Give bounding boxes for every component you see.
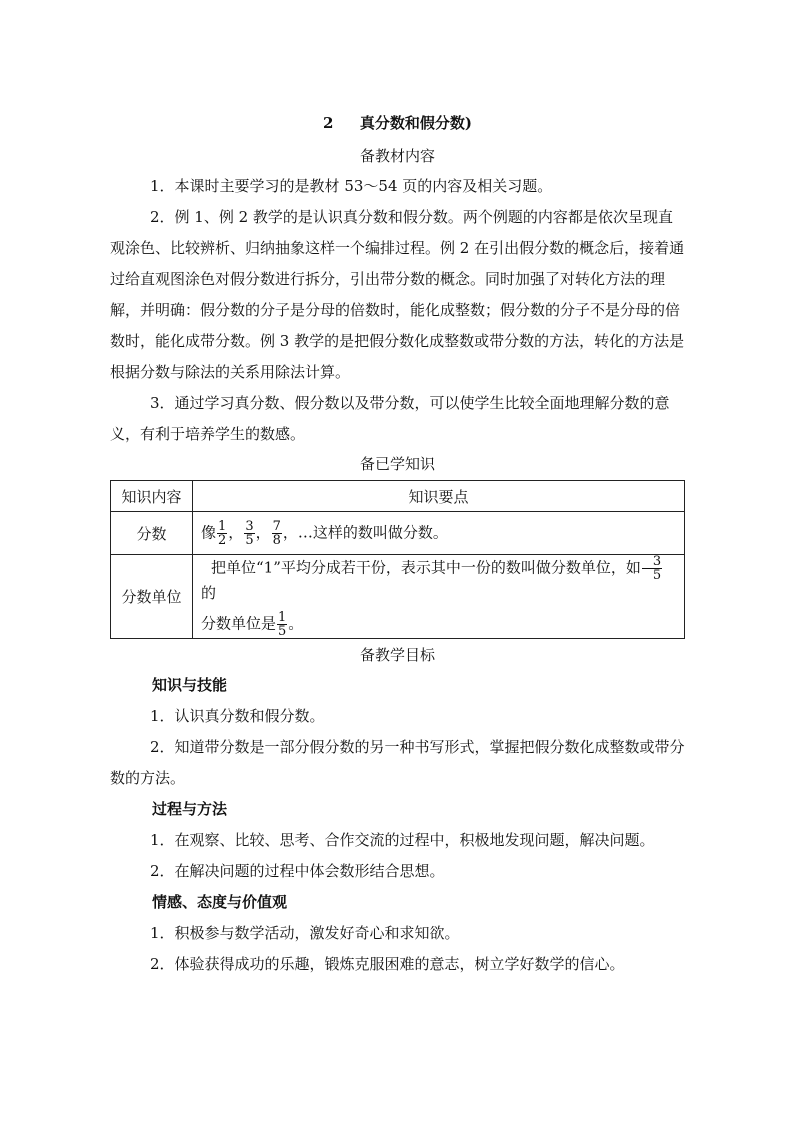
header-key-points: 知识要点 [193,481,685,512]
goal-title-emotion-values: 情感、态度与价值观 [152,893,288,911]
document-page [110,100,685,980]
unit-text-c: 分数单位是 [201,614,277,633]
fraction-7-8: $\frac{7}{8}$ [272,518,281,548]
fraction-3-5-example: $\frac{3}{5}$ [642,555,662,582]
text-prefix: 像 [201,523,217,541]
goal-item: 2．在解决问题的过程中体会数形结合思想。 [150,862,445,880]
unit-text-b: 的 [201,584,217,602]
goal-item: 1．在观察、比较、思考、合作交流的过程中，积极地发现问题，解决问题。 [150,831,655,849]
paragraph-3: 3．通过学习真分数、假分数以及带分数，可以使学生比较全面地理解分数的意义，有利于培养学生的数感。 [110,394,670,443]
unit-text-a: 把单位“1”平均分成若干份，表示其中一份的数叫做分数单位，如 [211,558,641,577]
fraction-1-2: $\frac{1}{2}$ [218,518,227,548]
section-number: 2 [322,114,334,132]
heading-teaching-goals: 备教学目标 [359,646,435,664]
heading-prior-knowledge: 备已学知识 [359,455,435,473]
table-header-row [111,481,685,512]
goal-title-knowledge-skills: 知识与技能 [152,676,228,694]
separator: ， [228,523,244,541]
table-row [111,555,685,639]
goal-item: 1．积极参与数学活动，激发好奇心和求知欲。 [150,924,460,942]
heading-textbook-content: 备教材内容 [359,147,435,165]
goal-item: 1．认识真分数和假分数。 [150,707,325,725]
paragraph-1: 1．本课时主要学习的是教材 53～54 页的内容及相关习题。 [150,177,553,195]
lesson-title [110,104,685,142]
unit-text-d: 。 [288,614,304,633]
lesson-title-text: 真分数和假分数) [359,114,472,132]
fraction-1-5: $\frac{1}{5}$ [278,610,287,639]
row-label-fraction: 分数 [111,512,193,555]
knowledge-table [110,480,685,639]
goal-title-process-method: 过程与方法 [152,800,228,818]
paragraph-2: 2．例 1、例 2 教学的是认识真分数和假分数。两个例题的内容都是依次呈现直观涂色、比较辨析、归纳抽象这样一个编排过程。例 2 在引出假分数的概念后，接着通过给直观图涂色对假分数进行拆分，引出带分数的概念。同时加强了对转化方法的理解，并明确：假分数的分子是分母的倍数时，能化成整数；假分数的分子不是分母的倍数时，能化成带分数。例 3 教学的是把假分数化成整数或带分数的方法，转化的方法是根据分数与除法的关系用除法计算。 [110,208,685,381]
goal-item: 2．体验获得成功的乐趣，锻炼克服困难的意志，树立学好数学的信心。 [150,955,625,973]
row-label-fraction-unit: 分数单位 [111,555,193,639]
header-knowledge-content: 知识内容 [111,481,193,512]
goal-item: 2．知道带分数是一部分假分数的另一种书写形式，掌握把假分数化成整数或带分数的方法。 [110,738,685,787]
text-suffix: ，…这样的数叫做分数。 [282,523,448,541]
fraction-definition [193,512,685,555]
fraction-3-5: $\frac{3}{5}$ [245,518,254,548]
separator: ， [255,523,271,541]
fraction-unit-definition [193,555,685,639]
table-row [111,512,685,555]
